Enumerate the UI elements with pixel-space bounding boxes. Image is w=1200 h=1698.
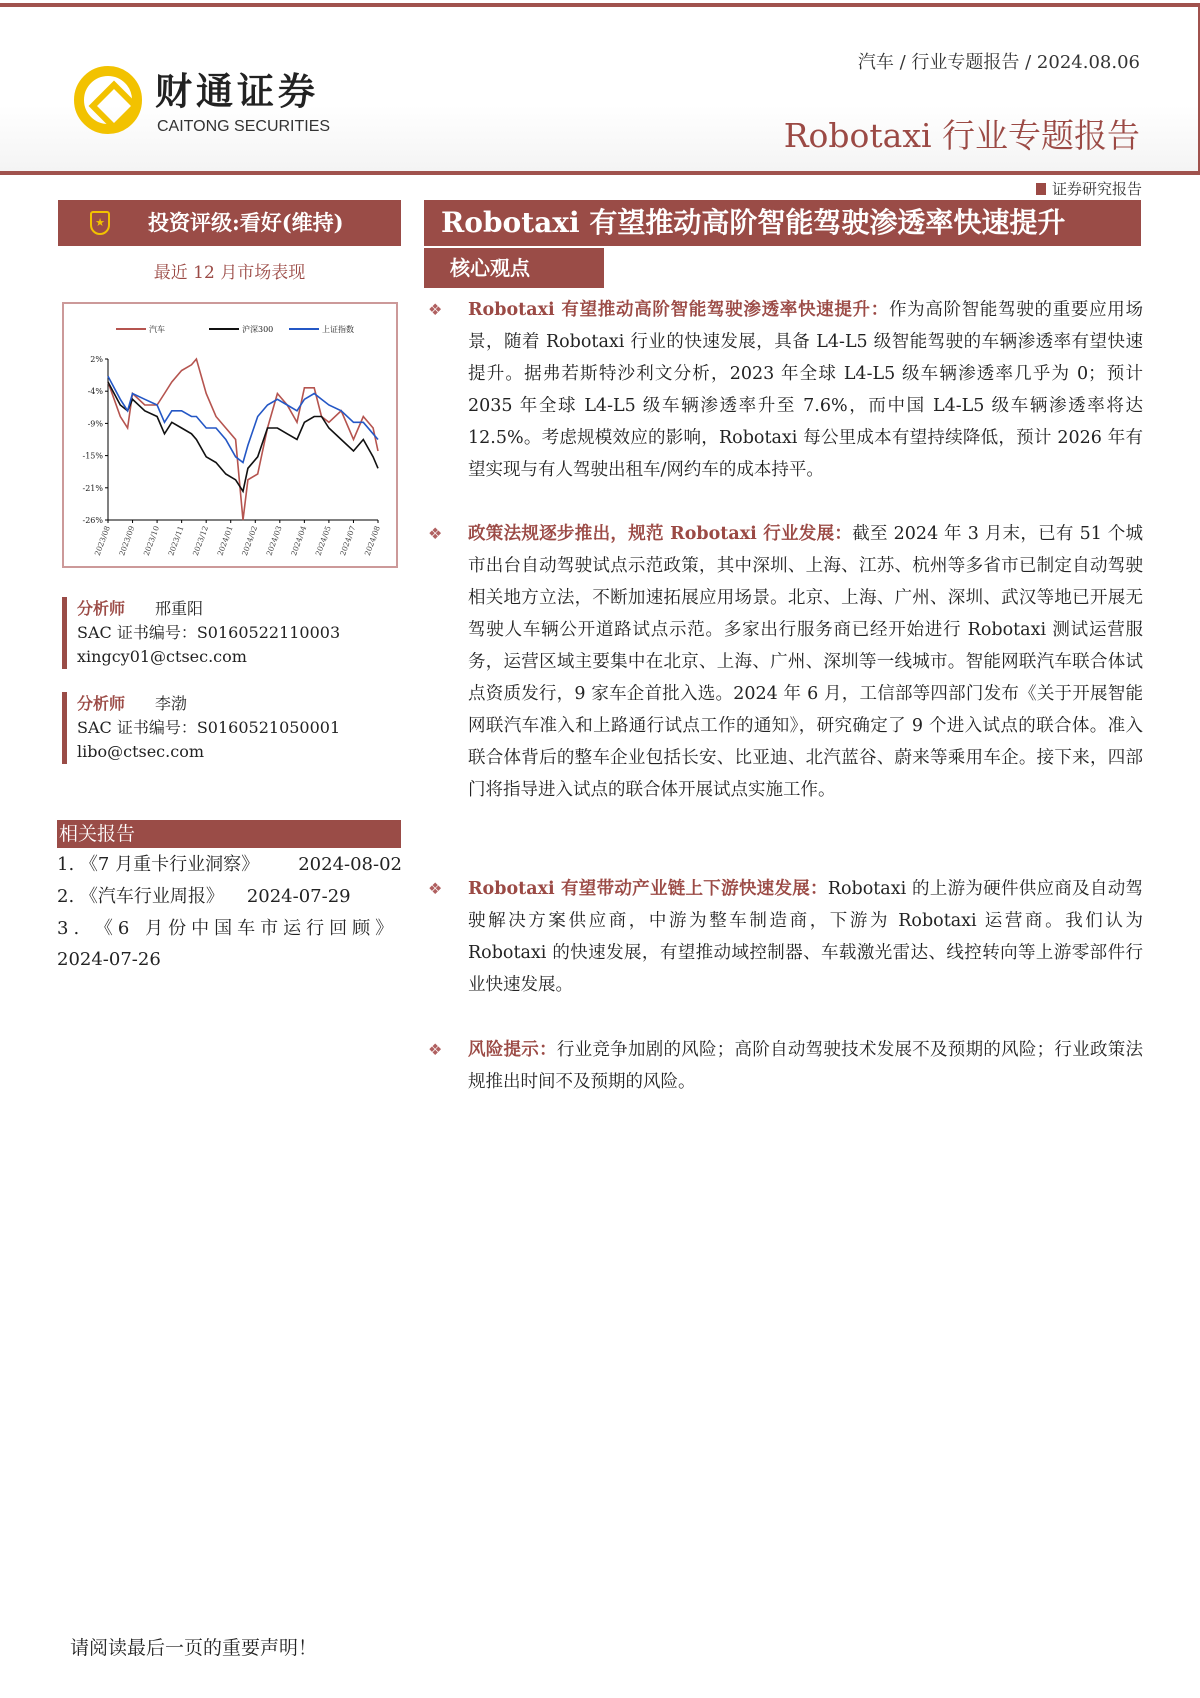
item-date: 2024-07-29 [246, 886, 351, 907]
related-report-item[interactable] [57, 913, 402, 975]
related-report-item[interactable] [57, 849, 402, 880]
bullet-text: 截至 2024 年 3 月末，已有 51 个城市出台自动驾驶试点示范政策，其中深圳、上海、江苏、杭州等多省市已制定自动驾驶相关地方立法，不断加速拓展应用场景。北京、上海、广州、深圳、武汉等地已开展无驾驶人车辆公开道路试点示范。多家出行服务商已经开始进行 Robotaxi 测试运营服务，运营区域主要集中在北京、上海、广州、深圳等一线城市。智能网联汽车联合体试点资质发行，9 家车企首批入选。2024 年 6 月，工信部等四部门发布《关于开展智能网联汽车准入和上路通行试点工作的通知》，研究确定了 9 个进入试点的联合体。准入联合体背后的整车企业包括长安、比亚迪、北汽蓝谷、蔚来等乘用车企。接下来，四部门将指导进入试点的联合体开展试点实施工作。 [468, 524, 1143, 800]
item-number: 2. [57, 886, 75, 907]
x-tick-label: 2024/04 [289, 524, 309, 557]
analyst-email[interactable]: xingcy01@ctsec.com [77, 647, 247, 666]
item-title: 《6 月份中国车市运行回顾》 [94, 918, 399, 939]
performance-title: 最近 12 月市场表现 [153, 263, 306, 283]
related-reports-heading: 相关报告 [57, 820, 401, 848]
disclaimer-note: 请阅读最后一页的重要声明！ [70, 1637, 318, 1659]
bullet-text: Robotaxi 的上游为硬件供应商及自动驾驶解决方案供应商，中游为整车制造商，下游为 Robotaxi 运营商。我们认为 Robotaxi 的快速发展，有望推动域控制器、车载激光雷达、线控转向等上游零部件行业快速发展。 [468, 879, 1143, 995]
series-line-2 [108, 376, 378, 462]
x-tick-label: 2023/08 [92, 524, 112, 557]
x-tick-label: 2024/03 [264, 524, 284, 557]
market-performance-chart [62, 302, 398, 568]
y-tick-label: -21% [82, 483, 103, 493]
analyst-name: 李渤 [155, 694, 188, 713]
chart-svg [64, 304, 396, 566]
shield-icon: ★ [90, 211, 110, 235]
bullet-lead: Robotaxi 有望带动产业链上下游快速发展： [468, 879, 828, 899]
item-title: 《7 月重卡行业洞察》 [79, 854, 260, 875]
legend-label: 汽车 [149, 325, 165, 334]
bullet-point [428, 518, 1143, 806]
doc-type-label: 证券研究报告 [1036, 178, 1142, 199]
item-date: 2024-08-02 [298, 854, 402, 875]
diamond-bullet-icon: ❖ [428, 879, 443, 898]
x-tick-label: 2024/01 [215, 524, 235, 557]
bullet-point [428, 873, 1143, 1001]
x-tick-label: 2024/05 [313, 524, 333, 557]
report-title: Robotaxi 行业专题报告 [783, 116, 1140, 155]
headline: Robotaxi 有望推动高阶智能驾驶渗透率快速提升 [424, 200, 1141, 246]
analyst-email[interactable]: libo@ctsec.com [77, 742, 204, 761]
y-tick-label: -4% [87, 387, 103, 397]
item-title: 《汽车行业周报》 [79, 886, 224, 907]
related-report-item[interactable] [57, 881, 402, 912]
x-tick-label: 2023/09 [117, 524, 137, 557]
analyst-role: 分析师 [77, 694, 126, 713]
analyst-card [62, 597, 402, 669]
logo-text-cn: 财通证券 [155, 70, 319, 113]
analyst-sac: SAC 证书编号：S0160521050001 [77, 718, 341, 737]
y-tick-label: -15% [82, 451, 103, 461]
diamond-bullet-icon: ❖ [428, 524, 443, 543]
item-date: 2024-07-26 [57, 949, 161, 970]
diamond-bullet-icon: ❖ [428, 1040, 443, 1059]
y-tick-label: 2% [90, 355, 103, 364]
bullet-point [428, 1034, 1143, 1098]
analyst-role: 分析师 [77, 599, 126, 618]
series-line-0 [108, 359, 378, 520]
investment-rating: 投资评级:看好(维持) [58, 200, 401, 246]
analyst-card [62, 692, 402, 764]
item-number: 1. [57, 854, 75, 875]
x-tick-label: 2024/02 [240, 524, 260, 557]
x-tick-label: 2024/07 [338, 524, 358, 557]
analyst-name: 邢重阳 [155, 599, 204, 618]
legend-label: 上证指数 [322, 325, 354, 334]
diamond-bullet-icon: ❖ [428, 300, 443, 319]
breadcrumb: 汽车 / 行业专题报告 / 2024.08.06 [857, 52, 1140, 73]
analyst-sac: SAC 证书编号：S0160522110003 [77, 623, 341, 642]
x-tick-label: 2024/08 [362, 524, 382, 557]
bullet-lead: Robotaxi 有望推动高阶智能驾驶渗透率快速提升： [468, 300, 889, 320]
x-tick-label: 2023/11 [166, 524, 186, 557]
series-line-1 [108, 382, 378, 491]
item-number: 3. [57, 918, 85, 939]
caitong-logo-icon [74, 66, 142, 134]
bullet-point [428, 294, 1143, 486]
bullet-lead: 风险提示： [468, 1040, 557, 1060]
core-view-tab: 核心观点 [424, 248, 604, 288]
bullet-text: 行业竞争加剧的风险；高阶自动驾驶技术发展不及预期的风险；行业政策法规推出时间不及预期的风险。 [468, 1040, 1144, 1092]
logo-text-en: CAITONG SECURITIES [157, 118, 331, 135]
y-tick-label: -9% [87, 419, 103, 429]
bullet-text: 作为高阶智能驾驶的重要应用场景，随着 Robotaxi 行业的快速发展，具备 L4-L5 级智能驾驶的车辆渗透率有望快速提升。据弗若斯特沙利文分析，2023 年全球 L4-L5 级车辆渗透率几乎为 0；预计 2035 年全球 L4-L5 级车辆渗透率升至 7.6%，而中国 L4-L5 级车辆渗透率将达 12.5%。考虑规模效应的影响，Robotaxi 每公里成本有望持续降低，预计 2026 年有望实现与有人驾驶出租车/网约车的成本持平。 [468, 300, 1143, 480]
x-tick-label: 2023/10 [141, 524, 161, 557]
legend-label: 沪深300 [242, 325, 274, 334]
y-tick-label: -26% [82, 516, 103, 525]
x-tick-label: 2023/12 [190, 524, 211, 557]
bullet-lead: 政策法规逐步推出，规范 Robotaxi 行业发展： [468, 524, 853, 544]
